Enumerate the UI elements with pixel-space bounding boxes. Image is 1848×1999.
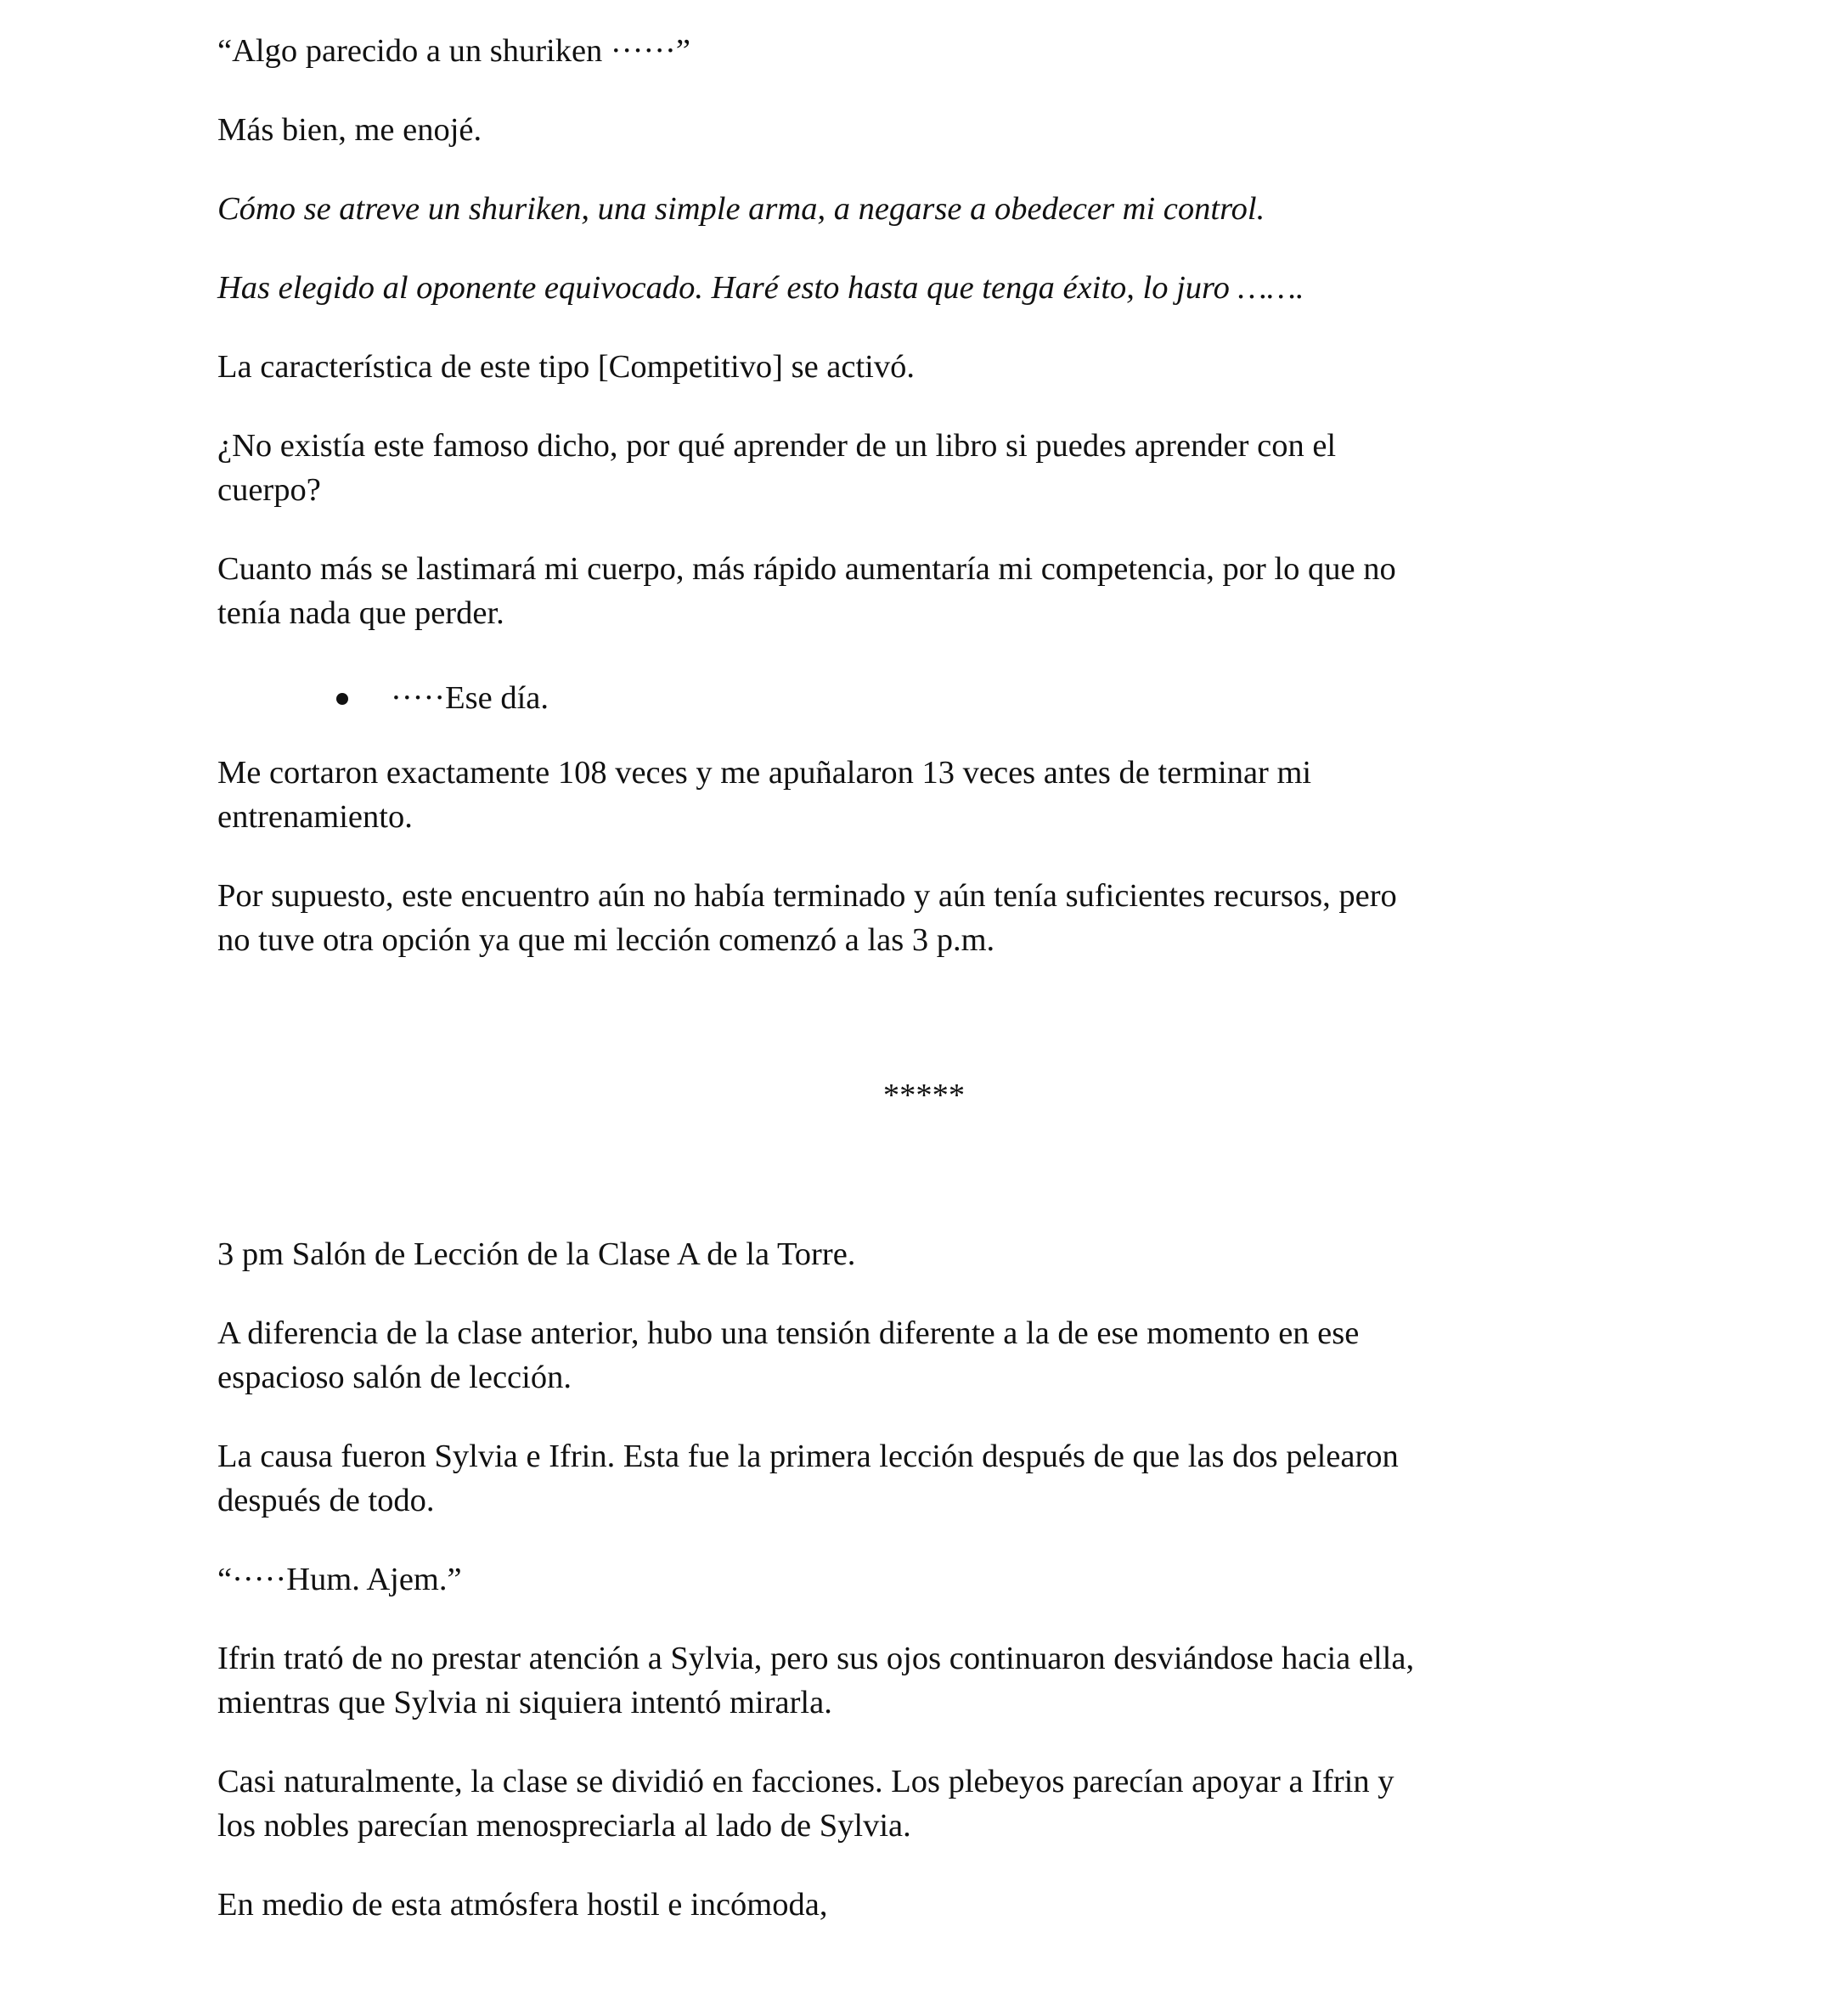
paragraph-line: cuerpo? — [217, 472, 321, 508]
paragraph-italic-thought-2 — [217, 266, 1661, 310]
paragraph-line: tenía nada que perder. — [217, 595, 504, 631]
paragraph-line: Más bien, me enojé. — [217, 112, 482, 148]
paragraph-line: A diferencia de la clase anterior, hubo una tensión diferente a la de ese momento en ese — [217, 1315, 1360, 1351]
paragraph-casi-naturalmente — [217, 1760, 1661, 1848]
paragraph-line: Por supuesto, este encuentro aún no había terminado y aún tenía suficientes recursos, pero — [217, 878, 1397, 914]
bullet-icon — [336, 693, 348, 705]
paragraph-salon-leccion — [217, 1232, 1661, 1276]
paragraph-line: La característica de este tipo [Competitivo] se activó. — [217, 349, 916, 385]
paragraph-dialogue-shuriken — [217, 29, 1661, 73]
paragraph-line: 3 pm Salón de Lección de la Clase A de la Torre. — [217, 1236, 856, 1272]
paragraph-line: no tuve otra opción ya que mi lección comenzó a las 3 p.m. — [217, 922, 995, 958]
paragraph-line: Cómo se atreve un shuriken, una simple arma, a negarse a obedecer mi control. — [217, 191, 1265, 227]
paragraph-line: “Algo parecido a un shuriken ······” — [217, 33, 690, 69]
paragraph-a-diferencia — [217, 1311, 1661, 1399]
paragraph-line: Cuanto más se lastimará mi cuerpo, más rápido aumentaría mi competencia, por lo que no — [217, 551, 1396, 587]
paragraph-line: “·····Hum. Ajem.” — [217, 1562, 462, 1597]
paragraph-me-cortaron — [217, 751, 1661, 839]
paragraph-competitivo — [217, 345, 1661, 389]
paragraph-italic-thought-1 — [217, 187, 1661, 231]
paragraph-la-causa — [217, 1434, 1661, 1523]
paragraph-famoso-dicho — [217, 424, 1661, 512]
paragraph-line: En medio de esta atmósfera hostil e incómoda, — [217, 1887, 828, 1923]
paragraph-line: Me cortaron exactamente 108 veces y me apuñalaron 13 veces antes de terminar mi — [217, 755, 1312, 791]
paragraph-line: después de todo. — [217, 1483, 435, 1518]
paragraph-line: los nobles parecían menospreciarla al lado de Sylvia. — [217, 1808, 911, 1844]
paragraph-cuanto-mas — [217, 547, 1661, 635]
paragraph-por-supuesto — [217, 874, 1661, 962]
paragraph-ifrin-trato — [217, 1636, 1661, 1725]
paragraph-line: ¿No existía este famoso dicho, por qué aprender de un libro si puedes aprender con el — [217, 428, 1337, 464]
paragraph-line: entrenamiento. — [217, 799, 413, 835]
paragraph-en-medio — [217, 1883, 1661, 1927]
paragraph-line: Casi naturalmente, la clase se dividió en facciones. Los plebeyos parecían apoyar a Ifrin y — [217, 1764, 1394, 1799]
paragraph-hum-ajem — [217, 1557, 1661, 1602]
paragraph-me-enoje — [217, 108, 1661, 152]
paragraph-line: mientras que Sylvia ni siquiera intentó mirarla. — [217, 1685, 832, 1720]
paragraph-line: Has elegido al oponente equivocado. Haré esto hasta que tenga éxito, lo juro ……. — [217, 270, 1304, 306]
paragraph-line: La causa fueron Sylvia e Ifrin. Esta fue la primera lección después de que las dos pelearon — [217, 1439, 1399, 1474]
section-separator: ***** — [882, 1078, 966, 1113]
paragraph-line: Ifrin trató de no prestar atención a Sylvia, pero sus ojos continuaron desviándose hacia ella, — [217, 1641, 1415, 1676]
bullet-text: ·····Ese día. — [391, 680, 549, 716]
paragraph-line: espacioso salón de lección. — [217, 1360, 572, 1395]
